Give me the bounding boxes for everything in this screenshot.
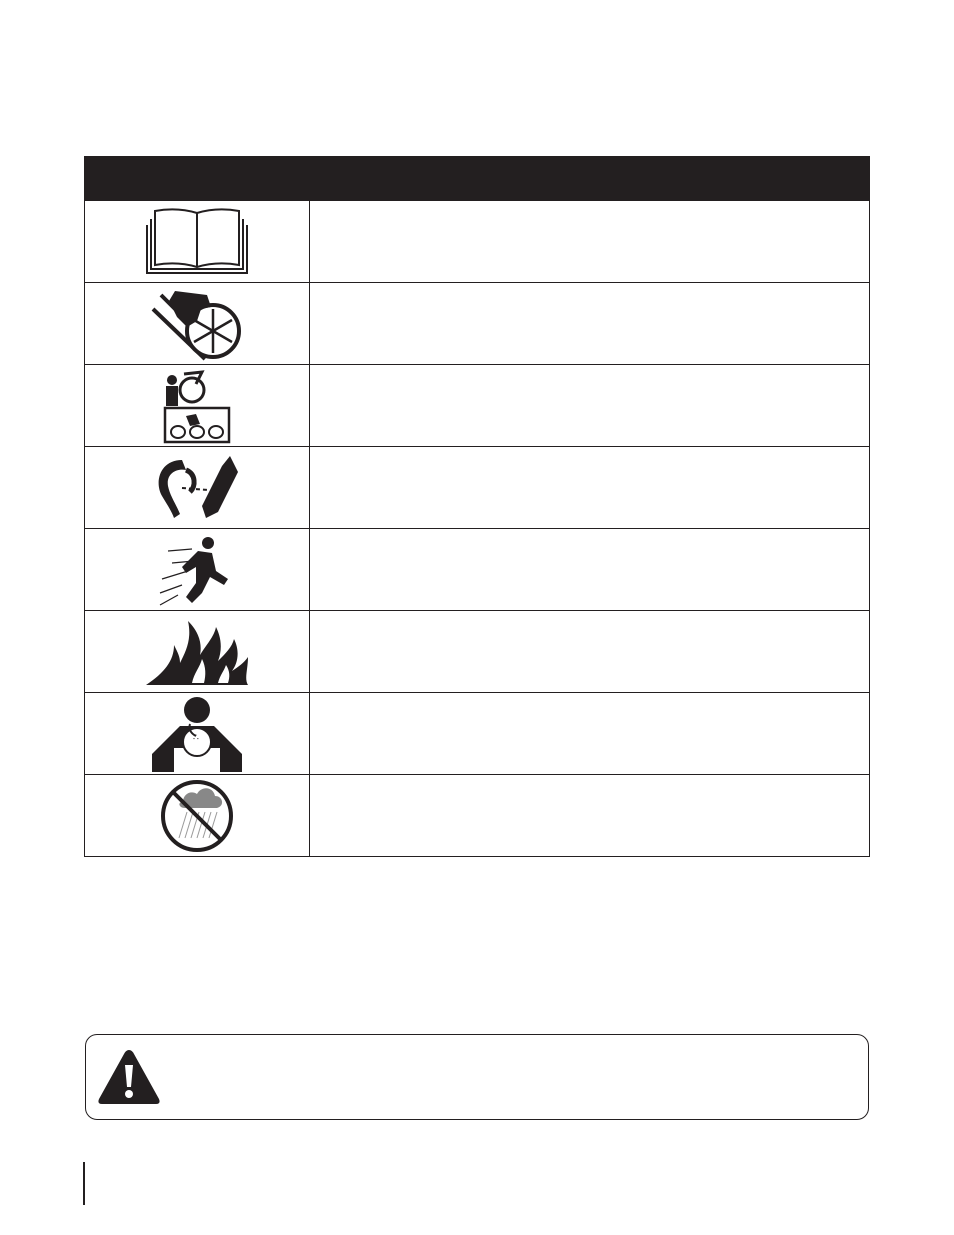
table-row [85, 365, 870, 447]
table-row [85, 447, 870, 529]
header-label-meaning [310, 170, 320, 187]
table-row [85, 529, 870, 611]
header-cell-symbol [85, 157, 310, 201]
safety-symbols-table [84, 156, 870, 857]
symbol-cell [85, 529, 310, 611]
table-row [85, 693, 870, 775]
fire-hazard-icon [144, 617, 250, 687]
no-rain-exposure-icon [157, 776, 237, 856]
symbol-cell [85, 201, 310, 283]
hand-in-impeller-hazard-icon [147, 287, 247, 361]
carbon-monoxide-hazard-icon [150, 696, 244, 772]
description-cell [310, 775, 870, 857]
description-cell [310, 447, 870, 529]
description-cell [310, 201, 870, 283]
description-cell [310, 365, 870, 447]
description-cell [310, 693, 870, 775]
auger-entanglement-hazard-icon [162, 368, 232, 444]
description-cell [310, 283, 870, 365]
table-row [85, 283, 870, 365]
page-margin-rule [83, 1162, 85, 1205]
symbol-cell [85, 447, 310, 529]
thrown-objects-hazard-icon [152, 533, 242, 607]
table-header-row [85, 157, 870, 201]
description-cell [310, 529, 870, 611]
svg-text:∴: ∴ [193, 732, 199, 743]
header-cell-meaning [310, 157, 870, 201]
warning-triangle-icon [96, 1047, 162, 1107]
table-row [85, 775, 870, 857]
ear-protection-icon [152, 452, 242, 524]
symbol-cell [85, 611, 310, 693]
symbol-cell [85, 365, 310, 447]
description-cell [310, 611, 870, 693]
symbol-cell [85, 283, 310, 365]
operator-manual-icon [141, 207, 253, 277]
warning-notice-box [85, 1034, 869, 1120]
header-label-symbol [192, 170, 202, 187]
table-row [85, 201, 870, 283]
symbol-cell [85, 775, 310, 857]
symbol-cell [85, 693, 310, 775]
table-row [85, 611, 870, 693]
